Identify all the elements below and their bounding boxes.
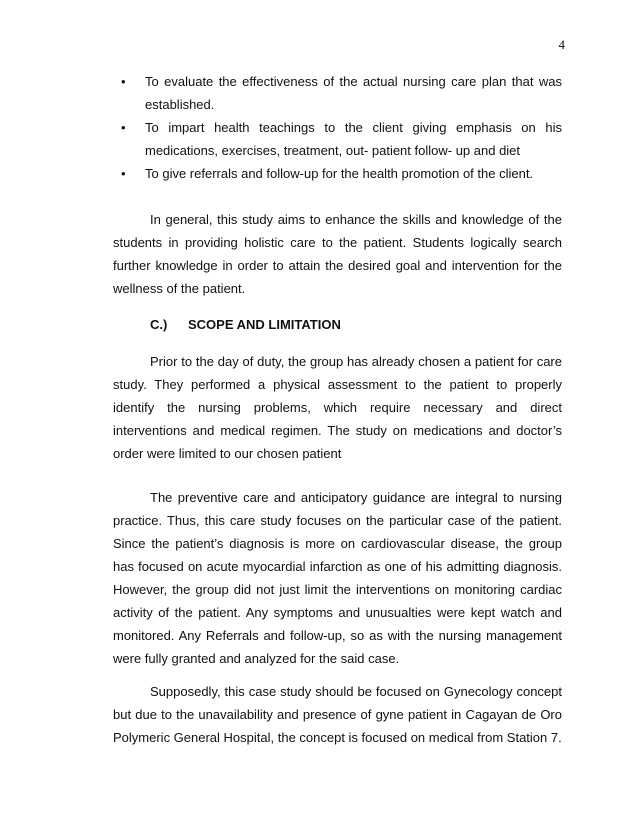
bullet-icon: • <box>121 74 126 89</box>
objectives-list <box>121 70 562 185</box>
scope-paragraph-1: Prior to the day of duty, the group has already chosen a patient for care study. They performed a physical assessment to the patient to properly identify the nursing problems, which require necessary and direct interventions and medical regimen. The study on medications and doctor’s order were limited to our chosen patient <box>113 354 562 461</box>
general-aim-paragraph: In general, this study aims to enhance the skills and knowledge of the students in providing holistic care to the patient. Students logically search further knowledge in order to attain the desired goal and intervention for the wellness of the patient. <box>113 212 562 296</box>
page-number: 4 <box>558 37 565 52</box>
section-heading <box>150 313 341 336</box>
scope-paragraph-2: The preventive care and anticipatory guidance are integral to nursing practice. Thus, this care study focuses on the particular case of the patient. Since the patient’s diagnosis is more on cardiovascular disease, the group has focused on acute myocardial infarction as one of his admitting diagnosis. However, the group did not just limit the interventions on monitoring cardiac activity of the patient. Any symptoms and unusualties were kept watch and monitored. Any Referrals and follow-up, so as with the nursing management were fully granted and analyzed for the said case. <box>113 490 562 666</box>
section-letter: C.) <box>150 317 168 332</box>
scope-paragraph-3: Supposedly, this case study should be focused on Gynecology concept but due to the unavailability and presence of gyne patient in Cagayan de Oro Polymeric General Hospital, the concept is focused on medical from Station 7. <box>113 684 562 745</box>
list-item <box>121 162 562 185</box>
list-item-text: To give referrals and follow-up for the health promotion of the client. <box>145 166 534 181</box>
list-item-text: To impart health teachings to the client giving emphasis on his medications, exercises, treatment, out- patient follow- up and diet <box>145 120 562 158</box>
list-item <box>121 70 562 116</box>
bullet-icon: • <box>121 166 126 181</box>
bullet-icon: • <box>121 120 126 135</box>
list-item-text: To evaluate the effectiveness of the actual nursing care plan that was established. <box>145 74 562 112</box>
section-title: SCOPE AND LIMITATION <box>188 317 341 332</box>
list-item <box>121 116 562 162</box>
